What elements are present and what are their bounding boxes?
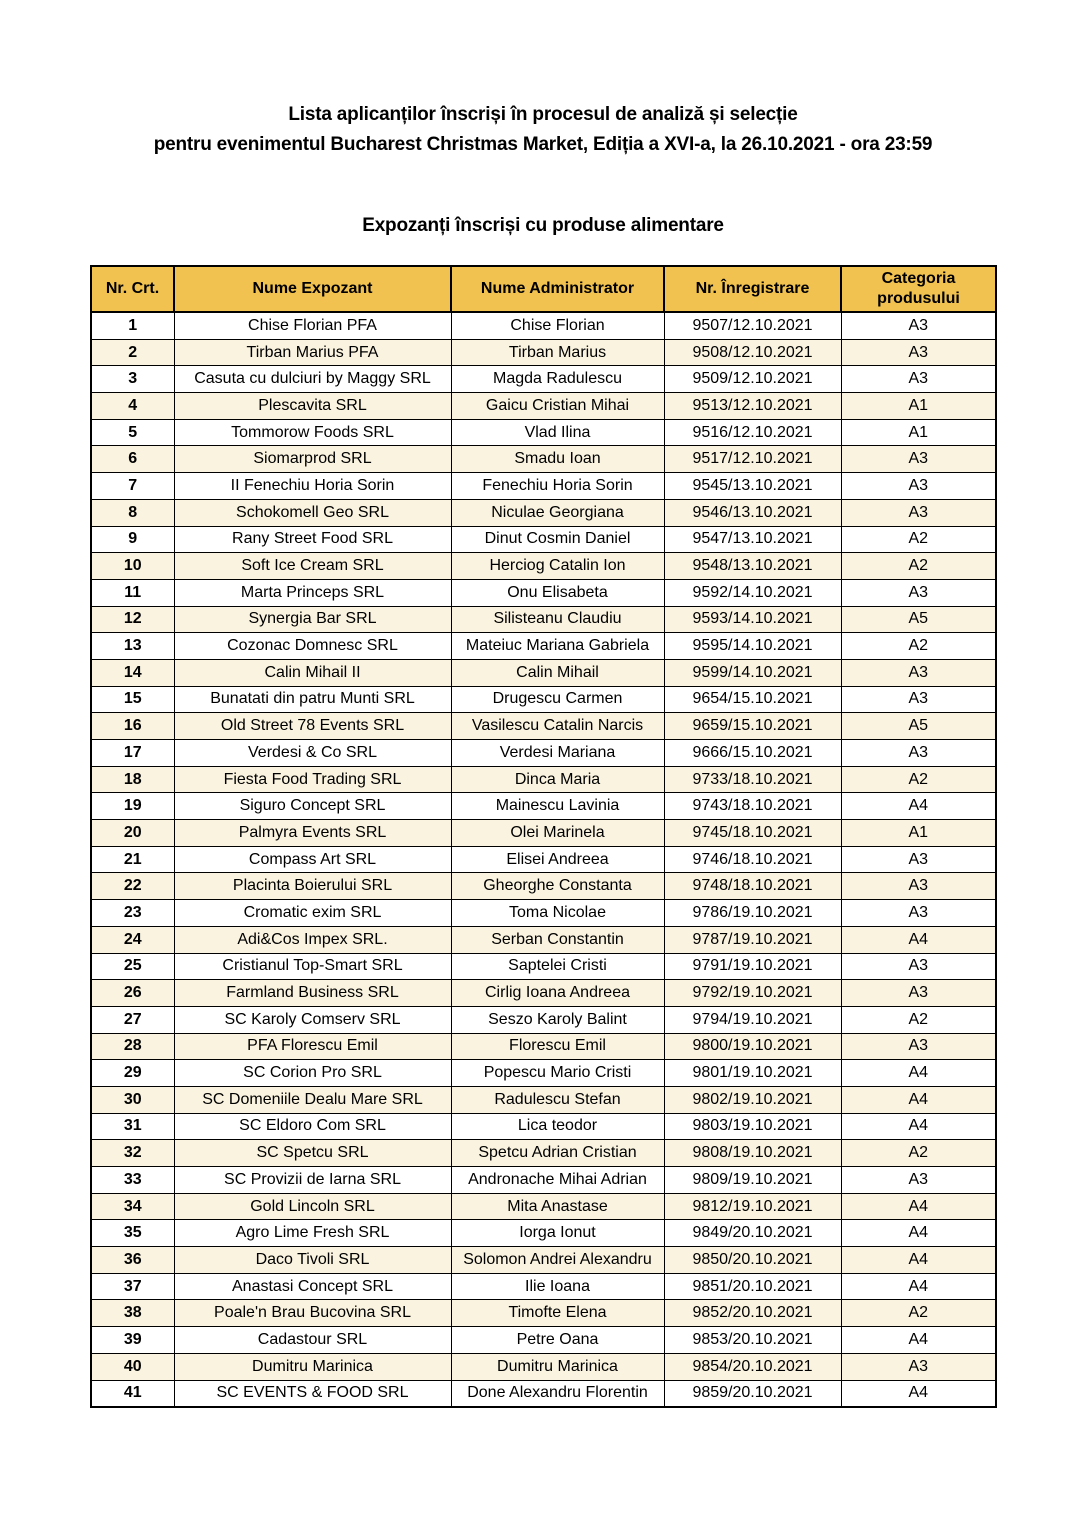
cell-nume-administrator: Mateiuc Mariana Gabriela [451, 633, 664, 660]
cell-nume-expozant: SC Provizii de Iarna SRL [174, 1167, 451, 1194]
cell-nume-administrator: Drugescu Carmen [451, 686, 664, 713]
column-header-nume-administrator: Nume Administrator [451, 266, 664, 312]
cell-nr-crt: 27 [91, 1006, 174, 1033]
cell-nume-administrator: Calin Mihail [451, 659, 664, 686]
cell-nume-administrator: Herciog Catalin Ion [451, 553, 664, 580]
cell-nr-crt: 30 [91, 1086, 174, 1113]
cell-nr-crt: 34 [91, 1193, 174, 1220]
cell-nr-inregistrare: 9748/18.10.2021 [664, 873, 841, 900]
table-row [91, 526, 996, 553]
cell-nume-administrator: Dumitru Marinica [451, 1353, 664, 1380]
cell-nr-crt: 36 [91, 1247, 174, 1274]
table-row [91, 1327, 996, 1354]
cell-nr-crt: 9 [91, 526, 174, 553]
cell-nr-inregistrare: 9812/19.10.2021 [664, 1193, 841, 1220]
cell-nume-expozant: Casuta cu dulciuri by Maggy SRL [174, 366, 451, 393]
cell-nr-inregistrare: 9794/19.10.2021 [664, 1006, 841, 1033]
cell-nume-expozant: Fiesta Food Trading SRL [174, 766, 451, 793]
cell-nr-inregistrare: 9851/20.10.2021 [664, 1273, 841, 1300]
table-row [91, 1060, 996, 1087]
cell-nume-expozant: Adi&Cos Impex SRL. [174, 926, 451, 953]
cell-nume-expozant: Synergia Bar SRL [174, 606, 451, 633]
cell-nume-expozant: Plescavita SRL [174, 393, 451, 420]
cell-nr-crt: 26 [91, 980, 174, 1007]
cell-nr-inregistrare: 9507/12.10.2021 [664, 312, 841, 339]
cell-nume-expozant: SC EVENTS & FOOD SRL [174, 1380, 451, 1407]
cell-nume-administrator: Mita Anastase [451, 1193, 664, 1220]
cell-nume-expozant: SC Spetcu SRL [174, 1140, 451, 1167]
cell-nume-administrator: Popescu Mario Cristi [451, 1060, 664, 1087]
cell-nume-administrator: Gheorghe Constanta [451, 873, 664, 900]
table-row [91, 1167, 996, 1194]
cell-nr-inregistrare: 9792/19.10.2021 [664, 980, 841, 1007]
cell-nume-expozant: Placinta Boierului SRL [174, 873, 451, 900]
cell-nume-expozant: Daco Tivoli SRL [174, 1247, 451, 1274]
cell-categoria-produsului: A3 [841, 1167, 996, 1194]
cell-nr-inregistrare: 9654/15.10.2021 [664, 686, 841, 713]
cell-nume-administrator: Spetcu Adrian Cristian [451, 1140, 664, 1167]
cell-nume-administrator: Florescu Emil [451, 1033, 664, 1060]
cell-categoria-produsului: A4 [841, 926, 996, 953]
cell-categoria-produsului: A3 [841, 900, 996, 927]
exhibitors-table-body [91, 312, 996, 1407]
table-row [91, 393, 996, 420]
cell-categoria-produsului: A1 [841, 820, 996, 847]
cell-categoria-produsului: A3 [841, 446, 996, 473]
cell-categoria-produsului: A4 [841, 1060, 996, 1087]
cell-nr-inregistrare: 9547/13.10.2021 [664, 526, 841, 553]
cell-nume-administrator: Toma Nicolae [451, 900, 664, 927]
cell-nr-crt: 25 [91, 953, 174, 980]
cell-categoria-produsului: A3 [841, 473, 996, 500]
table-row [91, 1193, 996, 1220]
table-row [91, 659, 996, 686]
cell-nume-administrator: Done Alexandru Florentin [451, 1380, 664, 1407]
table-row [91, 953, 996, 980]
cell-categoria-produsului: A3 [841, 980, 996, 1007]
cell-nr-crt: 11 [91, 579, 174, 606]
cell-nr-crt: 2 [91, 339, 174, 366]
cell-categoria-produsului: A3 [841, 339, 996, 366]
cell-categoria-produsului: A4 [841, 1193, 996, 1220]
cell-nume-expozant: Palmyra Events SRL [174, 820, 451, 847]
cell-nr-crt: 19 [91, 793, 174, 820]
cell-nr-inregistrare: 9516/12.10.2021 [664, 419, 841, 446]
table-row [91, 846, 996, 873]
cell-nr-inregistrare: 9791/19.10.2021 [664, 953, 841, 980]
cell-nume-administrator: Dinut Cosmin Daniel [451, 526, 664, 553]
cell-nume-administrator: Tirban Marius [451, 339, 664, 366]
cell-nume-expozant: Cadastour SRL [174, 1327, 451, 1354]
cell-nume-expozant: Chise Florian PFA [174, 312, 451, 339]
cell-nr-crt: 12 [91, 606, 174, 633]
cell-categoria-produsului: A2 [841, 1140, 996, 1167]
cell-nr-crt: 28 [91, 1033, 174, 1060]
table-row [91, 1113, 996, 1140]
table-header-row [91, 266, 996, 312]
cell-nume-expozant: Cozonac Domnesc SRL [174, 633, 451, 660]
table-row [91, 980, 996, 1007]
cell-nume-administrator: Vasilescu Catalin Narcis [451, 713, 664, 740]
cell-nr-crt: 29 [91, 1060, 174, 1087]
cell-nr-inregistrare: 9743/18.10.2021 [664, 793, 841, 820]
cell-nume-administrator: Vlad Ilina [451, 419, 664, 446]
cell-nume-expozant: Farmland Business SRL [174, 980, 451, 1007]
cell-nr-crt: 14 [91, 659, 174, 686]
cell-nume-expozant: Marta Princeps SRL [174, 579, 451, 606]
cell-nume-expozant: Tommorow Foods SRL [174, 419, 451, 446]
cell-nr-crt: 35 [91, 1220, 174, 1247]
cell-nume-expozant: Old Street 78 Events SRL [174, 713, 451, 740]
cell-categoria-produsului: A5 [841, 606, 996, 633]
cell-categoria-produsului: A4 [841, 1086, 996, 1113]
column-header-nr-inregistrare: Nr. Înregistrare [664, 266, 841, 312]
cell-nr-crt: 6 [91, 446, 174, 473]
cell-nr-crt: 33 [91, 1167, 174, 1194]
cell-nr-inregistrare: 9745/18.10.2021 [664, 820, 841, 847]
cell-nr-crt: 38 [91, 1300, 174, 1327]
table-row [91, 1273, 996, 1300]
table-row [91, 606, 996, 633]
table-row [91, 1380, 996, 1407]
cell-nume-expozant: Bunatati din patru Munti SRL [174, 686, 451, 713]
cell-categoria-produsului: A3 [841, 659, 996, 686]
cell-nr-inregistrare: 9548/13.10.2021 [664, 553, 841, 580]
cell-nume-expozant: Poale'n Brau Bucovina SRL [174, 1300, 451, 1327]
cell-nume-administrator: Chise Florian [451, 312, 664, 339]
cell-nr-inregistrare: 9599/14.10.2021 [664, 659, 841, 686]
cell-nume-expozant: Calin Mihail II [174, 659, 451, 686]
cell-categoria-produsului: A3 [841, 873, 996, 900]
cell-nr-inregistrare: 9859/20.10.2021 [664, 1380, 841, 1407]
cell-categoria-produsului: A2 [841, 633, 996, 660]
cell-nr-crt: 22 [91, 873, 174, 900]
cell-nr-crt: 23 [91, 900, 174, 927]
cell-categoria-produsului: A4 [841, 1380, 996, 1407]
cell-nume-administrator: Petre Oana [451, 1327, 664, 1354]
cell-nume-administrator: Andronache Mihai Adrian [451, 1167, 664, 1194]
cell-nume-administrator: Serban Constantin [451, 926, 664, 953]
cell-nr-inregistrare: 9802/19.10.2021 [664, 1086, 841, 1113]
column-header-nr-crt: Nr. Crt. [91, 266, 174, 312]
cell-categoria-produsului: A1 [841, 419, 996, 446]
cell-nr-crt: 15 [91, 686, 174, 713]
cell-nr-inregistrare: 9803/19.10.2021 [664, 1113, 841, 1140]
cell-nr-crt: 7 [91, 473, 174, 500]
column-header-categoria-produsului: Categoria produsului [841, 266, 996, 312]
cell-nr-inregistrare: 9853/20.10.2021 [664, 1327, 841, 1354]
table-row [91, 1247, 996, 1274]
cell-categoria-produsului: A3 [841, 312, 996, 339]
cell-nr-crt: 5 [91, 419, 174, 446]
cell-categoria-produsului: A2 [841, 553, 996, 580]
cell-nr-crt: 3 [91, 366, 174, 393]
cell-nume-administrator: Mainescu Lavinia [451, 793, 664, 820]
cell-nume-expozant: SC Corion Pro SRL [174, 1060, 451, 1087]
cell-nr-inregistrare: 9595/14.10.2021 [664, 633, 841, 660]
cell-nr-crt: 32 [91, 1140, 174, 1167]
table-row [91, 1086, 996, 1113]
cell-nume-administrator: Silisteanu Claudiu [451, 606, 664, 633]
cell-categoria-produsului: A2 [841, 526, 996, 553]
cell-nume-administrator: Smadu Ioan [451, 446, 664, 473]
cell-nume-expozant: II Fenechiu Horia Sorin [174, 473, 451, 500]
cell-nr-crt: 40 [91, 1353, 174, 1380]
table-row [91, 1033, 996, 1060]
cell-nume-expozant: Cromatic exim SRL [174, 900, 451, 927]
cell-nume-administrator: Magda Radulescu [451, 366, 664, 393]
cell-nume-administrator: Cirlig Ioana Andreea [451, 980, 664, 1007]
cell-nr-crt: 10 [91, 553, 174, 580]
cell-nume-expozant: SC Domeniile Dealu Mare SRL [174, 1086, 451, 1113]
cell-nume-administrator: Elisei Andreea [451, 846, 664, 873]
cell-nr-inregistrare: 9854/20.10.2021 [664, 1353, 841, 1380]
cell-nr-inregistrare: 9787/19.10.2021 [664, 926, 841, 953]
cell-nume-administrator: Gaicu Cristian Mihai [451, 393, 664, 420]
table-row [91, 553, 996, 580]
cell-categoria-produsului: A4 [841, 1220, 996, 1247]
cell-nr-inregistrare: 9513/12.10.2021 [664, 393, 841, 420]
cell-nr-crt: 31 [91, 1113, 174, 1140]
cell-categoria-produsului: A2 [841, 1006, 996, 1033]
section-title: Expozanți înscriși cu produse alimentare [362, 215, 724, 236]
cell-nume-administrator: Lica teodor [451, 1113, 664, 1140]
cell-nr-inregistrare: 9508/12.10.2021 [664, 339, 841, 366]
cell-nr-inregistrare: 9545/13.10.2021 [664, 473, 841, 500]
cell-nume-expozant: Agro Lime Fresh SRL [174, 1220, 451, 1247]
cell-nr-inregistrare: 9666/15.10.2021 [664, 740, 841, 767]
table-row [91, 1006, 996, 1033]
cell-nume-expozant: Anastasi Concept SRL [174, 1273, 451, 1300]
cell-nr-inregistrare: 9786/19.10.2021 [664, 900, 841, 927]
cell-categoria-produsului: A3 [841, 953, 996, 980]
cell-nr-crt: 21 [91, 846, 174, 873]
table-row [91, 820, 996, 847]
cell-nr-inregistrare: 9801/19.10.2021 [664, 1060, 841, 1087]
cell-nume-administrator: Verdesi Mariana [451, 740, 664, 767]
cell-nume-expozant: Gold Lincoln SRL [174, 1193, 451, 1220]
table-row [91, 686, 996, 713]
table-row [91, 1300, 996, 1327]
exhibitors-table [90, 265, 997, 1408]
table-row [91, 793, 996, 820]
cell-categoria-produsului: A2 [841, 766, 996, 793]
cell-nume-administrator: Fenechiu Horia Sorin [451, 473, 664, 500]
cell-categoria-produsului: A4 [841, 1273, 996, 1300]
cell-nr-crt: 8 [91, 499, 174, 526]
cell-categoria-produsului: A3 [841, 1033, 996, 1060]
document-title [0, 100, 1086, 160]
cell-nume-expozant: SC Eldoro Com SRL [174, 1113, 451, 1140]
cell-categoria-produsului: A3 [841, 846, 996, 873]
table-row [91, 900, 996, 927]
cell-nume-expozant: Soft Ice Cream SRL [174, 553, 451, 580]
cell-nr-inregistrare: 9733/18.10.2021 [664, 766, 841, 793]
table-row [91, 1220, 996, 1247]
cell-nume-expozant: SC Karoly Comserv SRL [174, 1006, 451, 1033]
cell-categoria-produsului: A4 [841, 1327, 996, 1354]
cell-nr-inregistrare: 9546/13.10.2021 [664, 499, 841, 526]
document-title-line2: pentru evenimentul Bucharest Christmas Market, Ediția a XVI-a, la 26.10.2021 - ora 23:59 [153, 134, 933, 155]
cell-categoria-produsului: A4 [841, 1113, 996, 1140]
cell-nume-administrator: Radulescu Stefan [451, 1086, 664, 1113]
table-row [91, 473, 996, 500]
cell-nr-crt: 16 [91, 713, 174, 740]
cell-nume-administrator: Seszo Karoly Balint [451, 1006, 664, 1033]
cell-nr-inregistrare: 9517/12.10.2021 [664, 446, 841, 473]
cell-nume-administrator: Iorga Ionut [451, 1220, 664, 1247]
table-row [91, 633, 996, 660]
cell-nr-crt: 18 [91, 766, 174, 793]
cell-nume-administrator: Niculae Georgiana [451, 499, 664, 526]
cell-nume-expozant: Cristianul Top-Smart SRL [174, 953, 451, 980]
cell-nr-inregistrare: 9850/20.10.2021 [664, 1247, 841, 1274]
table-row [91, 339, 996, 366]
cell-nr-inregistrare: 9659/15.10.2021 [664, 713, 841, 740]
cell-nr-crt: 4 [91, 393, 174, 420]
cell-nr-inregistrare: 9849/20.10.2021 [664, 1220, 841, 1247]
cell-categoria-produsului: A3 [841, 686, 996, 713]
cell-nume-administrator: Dinca Maria [451, 766, 664, 793]
cell-nr-crt: 37 [91, 1273, 174, 1300]
cell-nume-expozant: Verdesi & Co SRL [174, 740, 451, 767]
cell-nume-expozant: PFA Florescu Emil [174, 1033, 451, 1060]
cell-nume-expozant: Siguro Concept SRL [174, 793, 451, 820]
document-title-line1: Lista aplicanților înscriși în procesul de analiză și selecție [288, 104, 798, 125]
cell-categoria-produsului: A3 [841, 499, 996, 526]
cell-nume-expozant: Schokomell Geo SRL [174, 499, 451, 526]
table-row [91, 446, 996, 473]
table-row [91, 366, 996, 393]
cell-nume-expozant: Dumitru Marinica [174, 1353, 451, 1380]
cell-nr-inregistrare: 9509/12.10.2021 [664, 366, 841, 393]
cell-nume-administrator: Ilie Ioana [451, 1273, 664, 1300]
cell-nr-inregistrare: 9593/14.10.2021 [664, 606, 841, 633]
cell-nume-expozant: Siomarprod SRL [174, 446, 451, 473]
table-row [91, 713, 996, 740]
table-row [91, 1353, 996, 1380]
cell-nr-crt: 17 [91, 740, 174, 767]
cell-nr-crt: 41 [91, 1380, 174, 1407]
cell-nume-expozant: Compass Art SRL [174, 846, 451, 873]
table-row [91, 579, 996, 606]
cell-nr-inregistrare: 9592/14.10.2021 [664, 579, 841, 606]
cell-nr-inregistrare: 9808/19.10.2021 [664, 1140, 841, 1167]
table-row [91, 1140, 996, 1167]
cell-categoria-produsului: A4 [841, 1247, 996, 1274]
cell-nr-inregistrare: 9800/19.10.2021 [664, 1033, 841, 1060]
cell-categoria-produsului: A5 [841, 713, 996, 740]
table-row [91, 766, 996, 793]
cell-nume-expozant: Rany Street Food SRL [174, 526, 451, 553]
cell-categoria-produsului: A3 [841, 1353, 996, 1380]
table-row [91, 926, 996, 953]
cell-categoria-produsului: A1 [841, 393, 996, 420]
cell-nume-administrator: Onu Elisabeta [451, 579, 664, 606]
cell-nume-administrator: Solomon Andrei Alexandru [451, 1247, 664, 1274]
cell-categoria-produsului: A2 [841, 1300, 996, 1327]
cell-nr-crt: 39 [91, 1327, 174, 1354]
cell-categoria-produsului: A3 [841, 740, 996, 767]
cell-nume-expozant: Tirban Marius PFA [174, 339, 451, 366]
table-row [91, 873, 996, 900]
table-row [91, 499, 996, 526]
cell-nr-inregistrare: 9852/20.10.2021 [664, 1300, 841, 1327]
cell-nr-crt: 13 [91, 633, 174, 660]
cell-nr-crt: 1 [91, 312, 174, 339]
table-row [91, 312, 996, 339]
cell-nr-crt: 24 [91, 926, 174, 953]
cell-categoria-produsului: A3 [841, 366, 996, 393]
cell-nr-crt: 20 [91, 820, 174, 847]
column-header-nume-expozant: Nume Expozant [174, 266, 451, 312]
cell-nume-administrator: Timofte Elena [451, 1300, 664, 1327]
cell-nr-inregistrare: 9746/18.10.2021 [664, 846, 841, 873]
table-row [91, 419, 996, 446]
cell-nr-inregistrare: 9809/19.10.2021 [664, 1167, 841, 1194]
cell-nume-administrator: Saptelei Cristi [451, 953, 664, 980]
cell-categoria-produsului: A3 [841, 579, 996, 606]
table-row [91, 740, 996, 767]
cell-nume-administrator: Olei Marinela [451, 820, 664, 847]
cell-categoria-produsului: A4 [841, 793, 996, 820]
